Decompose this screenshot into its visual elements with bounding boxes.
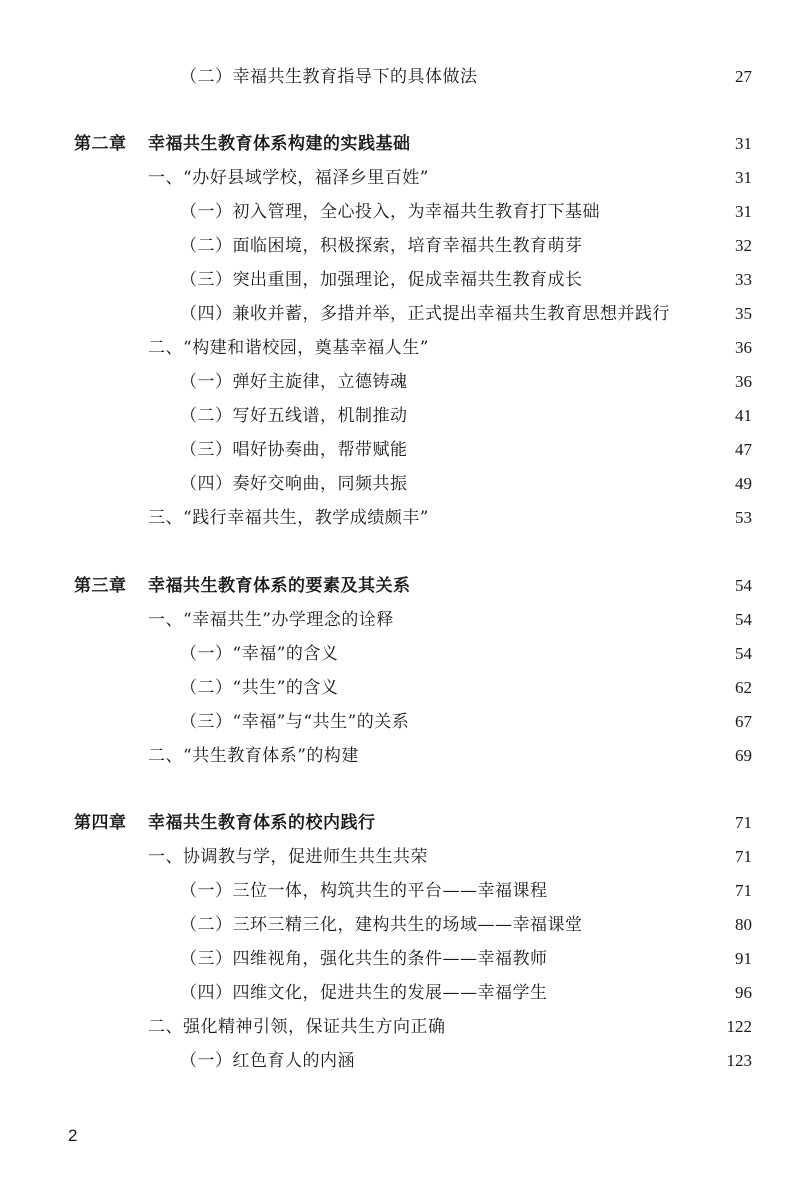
entry-page-number: 69 <box>735 746 752 765</box>
entry-page-number: 47 <box>735 440 752 459</box>
entry-page-number: 96 <box>735 983 752 1002</box>
entry-title: 二、“共生教育体系”的构建 <box>148 746 359 766</box>
entry-page-number: 123 <box>726 1051 752 1070</box>
entry-page-number: 54 <box>735 644 752 663</box>
chapter-title: 幸福共生教育体系的校内践行 <box>148 813 376 833</box>
toc-section-entry <box>0 842 790 872</box>
entry-page-number: 122 <box>726 1017 752 1036</box>
chapter-number: 第三章 <box>74 576 127 596</box>
toc-section-entry <box>0 333 790 363</box>
entry-page-number: 71 <box>735 847 752 866</box>
toc-subsection-entry <box>0 299 790 329</box>
entry-page-number: 27 <box>735 67 752 86</box>
chapter-title: 幸福共生教育体系构建的实践基础 <box>148 134 411 154</box>
entry-page-number: 71 <box>735 813 752 832</box>
toc-section-entry <box>0 163 790 193</box>
toc-subsection-entry <box>0 1046 790 1076</box>
toc-chapter-entry <box>0 571 790 601</box>
entry-title: 一、协调教与学，促进师生共生共荣 <box>148 847 428 867</box>
toc-subsection-entry <box>0 197 790 227</box>
toc-subsection-entry <box>0 469 790 499</box>
entry-page-number: 67 <box>735 712 752 731</box>
entry-page-number: 41 <box>735 406 752 425</box>
toc-subsection-entry <box>0 231 790 261</box>
entry-title: （二）面临困境，积极探索，培育幸福共生教育萌芽 <box>180 236 583 256</box>
toc-subsection-entry <box>0 435 790 465</box>
entry-page-number: 36 <box>735 372 752 391</box>
entry-title: （二）“共生”的含义 <box>180 678 339 698</box>
entry-title: 二、强化精神引领，保证共生方向正确 <box>148 1017 446 1037</box>
entry-title: （三）突出重围，加强理论，促成幸福共生教育成长 <box>180 270 583 290</box>
toc-section-entry <box>0 503 790 533</box>
toc-subsection-entry <box>0 707 790 737</box>
entry-page-number: 36 <box>735 338 752 357</box>
toc-subsection-entry <box>0 944 790 974</box>
entry-title: （二）幸福共生教育指导下的具体做法 <box>180 67 478 87</box>
entry-page-number: 33 <box>735 270 752 289</box>
chapter-number: 第四章 <box>74 813 127 833</box>
toc-subsection-entry <box>0 673 790 703</box>
entry-title: （一）弹好主旋律，立德铸魂 <box>180 372 408 392</box>
page-number: 2 <box>68 1126 78 1145</box>
entry-title: 二、“构建和谐校园，奠基幸福人生” <box>148 338 429 358</box>
entry-page-number: 71 <box>735 881 752 900</box>
toc-subsection-entry <box>0 876 790 906</box>
toc-section-entry <box>0 741 790 771</box>
entry-title: （一）红色育人的内涵 <box>180 1051 355 1071</box>
entry-page-number: 54 <box>735 576 752 595</box>
toc-subsection-entry <box>0 401 790 431</box>
toc-subsection-entry <box>0 639 790 669</box>
entry-page-number: 53 <box>735 508 752 527</box>
toc-subsection-entry <box>0 265 790 295</box>
entry-page-number: 31 <box>735 168 752 187</box>
entry-page-number: 32 <box>735 236 752 255</box>
toc-chapter-entry <box>0 808 790 838</box>
toc-subsection-entry <box>0 910 790 940</box>
entry-title: （四）奏好交响曲，同频共振 <box>180 474 408 494</box>
toc-subsection-entry <box>0 62 790 92</box>
entry-title: （一）初入管理，全心投入，为幸福共生教育打下基础 <box>180 202 600 222</box>
entry-title: （三）唱好协奏曲，帮带赋能 <box>180 440 408 460</box>
entry-title: （二）三环三精三化，建构共生的场域——幸福课堂 <box>180 915 583 935</box>
entry-title: （一）“幸福”的含义 <box>180 644 339 664</box>
entry-title: 一、“办好县域学校，福泽乡里百姓” <box>148 168 429 188</box>
entry-title: （三）四维视角，强化共生的条件——幸福教师 <box>180 949 548 969</box>
toc-subsection-entry <box>0 978 790 1008</box>
entry-page-number: 54 <box>735 610 752 629</box>
entry-page-number: 31 <box>735 202 752 221</box>
entry-title: （一）三位一体，构筑共生的平台——幸福课程 <box>180 881 548 901</box>
entry-page-number: 35 <box>735 304 752 323</box>
entry-title: （三）“幸福”与“共生”的关系 <box>180 712 410 732</box>
entry-page-number: 80 <box>735 915 752 934</box>
entry-page-number: 91 <box>735 949 752 968</box>
entry-title: 三、“践行幸福共生，教学成绩颇丰” <box>148 508 429 528</box>
entry-title: （四）兼收并蓄，多措并举，正式提出幸福共生教育思想并践行 <box>180 304 670 324</box>
entry-title: （四）四维文化，促进共生的发展——幸福学生 <box>180 983 548 1003</box>
toc-section-entry <box>0 1012 790 1042</box>
entry-title: （二）写好五线谱，机制推动 <box>180 406 408 426</box>
toc-chapter-entry <box>0 129 790 159</box>
chapter-number: 第二章 <box>74 134 127 154</box>
chapter-title: 幸福共生教育体系的要素及其关系 <box>148 576 411 596</box>
entry-page-number: 49 <box>735 474 752 493</box>
entry-page-number: 31 <box>735 134 752 153</box>
toc-section-entry <box>0 605 790 635</box>
entry-page-number: 62 <box>735 678 752 697</box>
toc-subsection-entry <box>0 367 790 397</box>
entry-title: 一、“幸福共生”办学理念的诠释 <box>148 610 394 630</box>
